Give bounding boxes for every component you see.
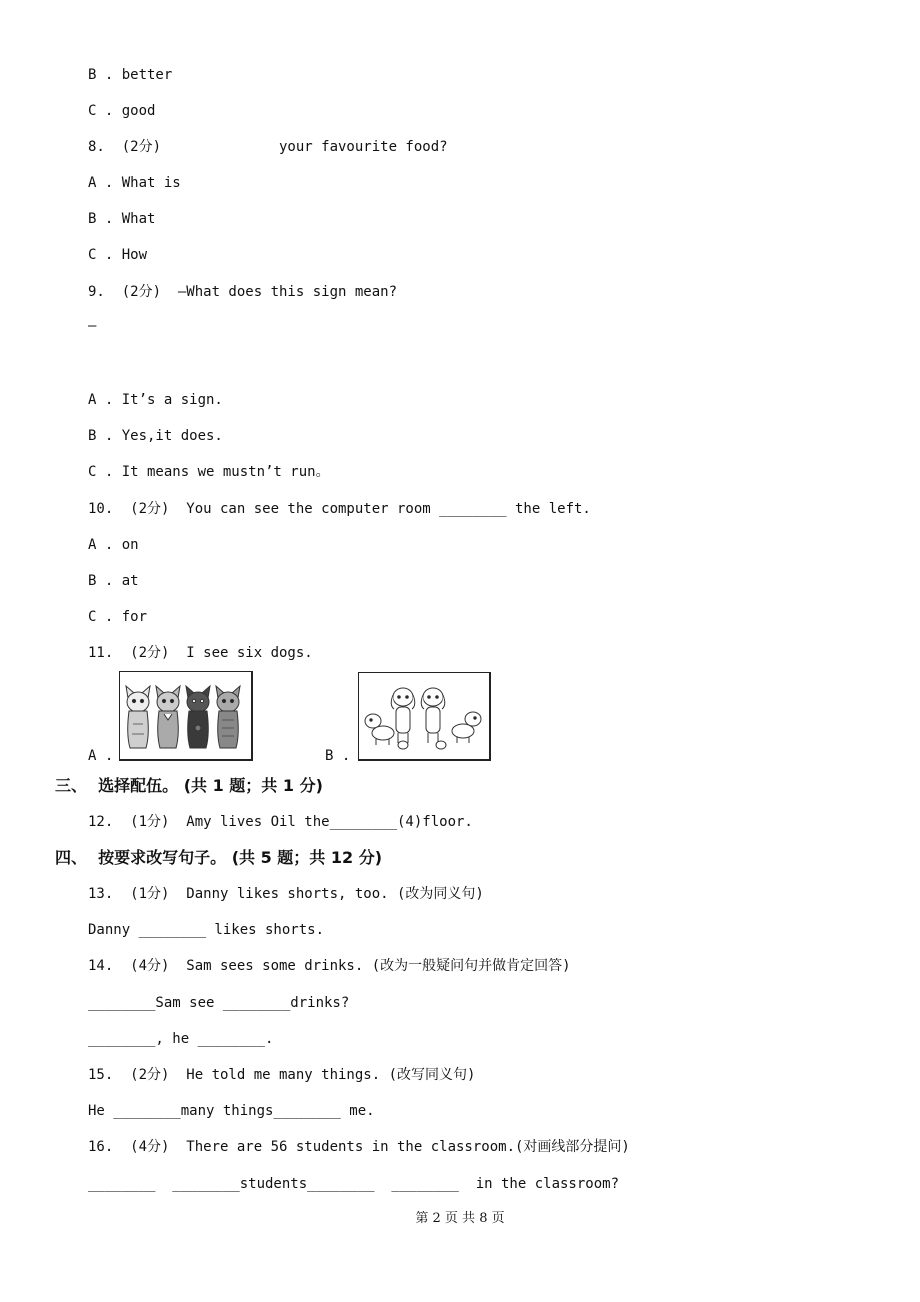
six-dogs-illustration [359,673,489,759]
question-9-option-a: A . It’s a sign. [88,392,223,408]
question-11: 11. (2分) I see six dogs. [88,645,313,661]
question-8-option-a: A . What is [88,175,181,191]
four-cats-illustration [120,672,251,759]
dog-3 [421,688,445,743]
question-16: 16. (4分) There are 56 students in the classroom.(对画线部分提问) [88,1139,630,1155]
page-number-footer: 第 2 页 共 8 页 [415,1211,505,1226]
question-13: 13. (1分) Danny likes shorts, too. (改为同义句) [88,886,484,902]
dog-2 [391,688,415,743]
cats-picture [119,671,253,761]
question-11-option-a-label: A . [88,748,114,764]
dog-4 [452,712,481,743]
question-15-answer-line: He ________many things________ me. [88,1103,375,1119]
question-9-option-b: B . Yes,it does. [88,428,223,444]
cat-2 [156,686,180,748]
question-13-answer-line: Danny ________ likes shorts. [88,922,325,938]
cat-4 [216,686,240,748]
question-14-answer-line-2: ________, he ________. [88,1031,274,1047]
question-10: 10. (2分) You can see the computer room ________ the left. [88,501,591,517]
question-9-option-c: C . It means we mustn’t run。 [88,464,330,480]
question-9-answer-dash: — [88,318,97,334]
dog-1 [365,714,394,745]
question-8: 8. (2分) your favourite food? [88,139,448,155]
section-3-heading: 三、 选择配伍。 (共 1 题；共 1 分) [55,776,323,795]
question-14: 14. (4分) Sam sees some drinks. (改为一般疑问句并做肯定回答) [88,958,571,974]
question-14-answer-line-1: ________Sam see ________drinks? [88,995,350,1011]
cat-3 [186,686,210,748]
dog-5 [398,741,408,749]
question-15: 15. (2分) He told me many things. (改写同义句) [88,1067,476,1083]
question-12: 12. (1分) Amy lives Oil the________(4)floor. [88,814,473,830]
dog-6 [436,741,446,749]
question-8-option-c: C . How [88,247,148,263]
section-4-heading: 四、 按要求改写句子。 (共 5 题；共 12 分) [55,848,383,867]
option-c-good: C . good [88,103,156,119]
question-16-answer-line: ________ ________students________ ________ in the classroom? [88,1176,620,1192]
dogs-picture [358,672,491,761]
question-10-option-a: A . on [88,537,139,553]
question-9: 9. (2分) —What does this sign mean? [88,284,398,300]
question-8-option-b: B . What [88,211,156,227]
option-b-better: B . better [88,67,173,83]
question-11-option-b-label: B . [325,748,351,764]
question-10-option-c: C . for [88,609,148,625]
question-10-option-b: B . at [88,573,139,589]
cat-1 [126,686,150,748]
